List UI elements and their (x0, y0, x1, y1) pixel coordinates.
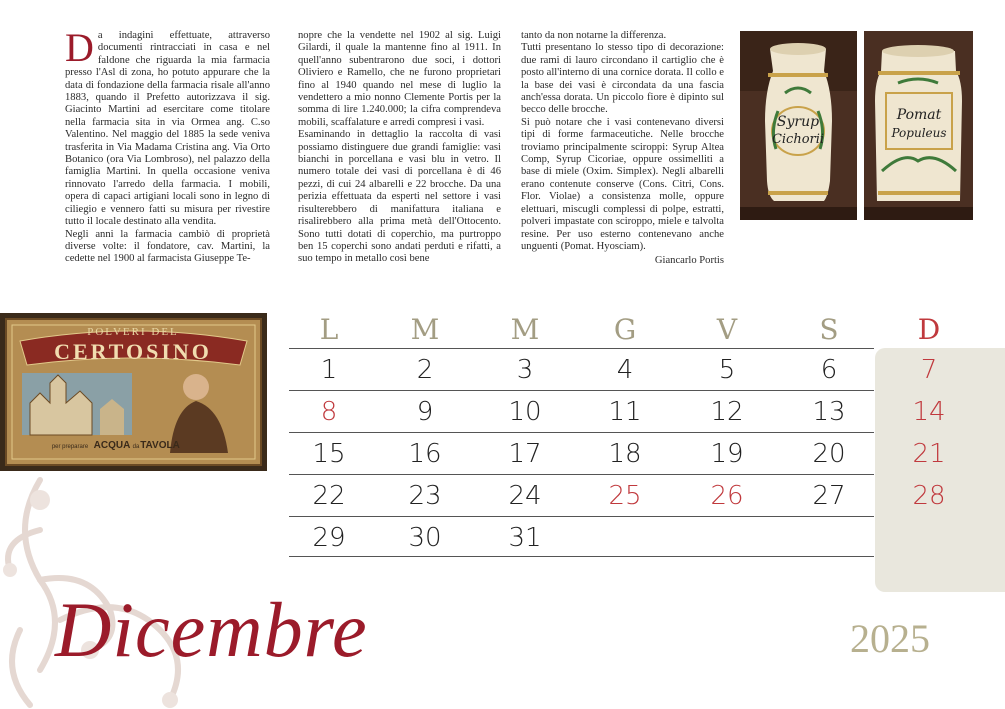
calendar-day: 24 (508, 481, 542, 511)
calendar-day: 27 (812, 481, 846, 511)
label-small-text: per preparare (51, 444, 89, 450)
weekday-label-sunday: D (917, 313, 941, 346)
weekday-label: L (319, 313, 339, 346)
calendar-day: 9 (416, 397, 434, 427)
article-column-3 (521, 30, 724, 268)
calendar-day: 10 (508, 397, 542, 427)
calendar-day: 5 (718, 355, 736, 385)
calendar-day: 22 (312, 481, 346, 511)
calendar-day: 6 (820, 355, 838, 385)
calendar-day: 17 (508, 439, 542, 469)
calendar-day: 19 (710, 439, 744, 469)
drop-cap: D (65, 25, 94, 70)
month-title: Dicembre (55, 586, 368, 673)
weekday-label: G (613, 313, 637, 346)
calendar-rule (289, 556, 874, 557)
article-column-2 (298, 30, 501, 266)
pharmacy-jar-photo-1 (740, 31, 857, 220)
calendar-day: 14 (912, 397, 946, 427)
calendar-day: 28 (912, 481, 946, 511)
year-label: 2025 (850, 616, 930, 661)
calendar-day: 7 (920, 355, 938, 385)
calendar-day: 4 (616, 355, 634, 385)
article-paragraph: tanto da non notarne la differenza. (521, 30, 667, 41)
label-small-text: da (132, 444, 140, 450)
weekday-label: M (510, 313, 540, 346)
jar-label-line: Populeus (891, 126, 947, 140)
calendar-day: 8 (320, 397, 338, 427)
jar-label-line: Syrup (776, 114, 820, 130)
calendar-day: 2 (416, 355, 434, 385)
calendar-day: 25 (608, 481, 642, 511)
article-paragraph: Tutti presentano lo stesso tipo di decorazione: due rami di lauro circondano il cartiglio che è posto all'interno di una cornice dorata. Il collo e la base dei vasi è circondata da una fascia anch'essa dorata. Un piccolo fiore è dipinto sul becco delle brocche. (521, 42, 724, 116)
vintage-certosino-label (0, 313, 267, 471)
label-small-text: ACQUA (93, 440, 131, 451)
calendar-day: 23 (408, 481, 442, 511)
author-signature: Giancarlo Portis (654, 255, 724, 267)
calendar-rule (289, 474, 874, 475)
calendar-rule (289, 390, 874, 391)
pharmacy-jar-photo-2 (864, 31, 973, 220)
calendar-day: 16 (408, 439, 442, 469)
calendar-day: 31 (508, 523, 542, 553)
weekday-label: S (819, 313, 839, 346)
calendar-day: 26 (710, 481, 744, 511)
weekday-label: V (716, 313, 738, 346)
calendar-day: 1 (320, 355, 338, 385)
article-paragraph: Negli anni la farmacia cambiò di proprietà diverse volte: il fondatore, cav. Martini, la cedette nel 1900 al farmacista Giuseppe Te- (65, 228, 270, 265)
article-paragraph: a indagini effettuate, attraverso documenti rintracciati in casa e nel faldone che riguarda la mia farmacia presso l'Asl di zona, ho potuto appurare che la data di fondazione della farmacia risale all'anno 1883, quando il Prefetto autorizzava il sig. Giacinto Martini ad esercitare come titolare nella farmacia sita in via Ormea ang. C.so Valentino. Nel maggio del 1885 la sede veniva trasferita in Via Madama Cristina ang. Via Orto Botanico (ora Via Lombroso), nel palazzo della famiglia Martini. In quella occasione veniva rinnovato l'arredo della farmacia. I mobili, opera di capaci artigiani locali sono in legno di ciliegio e vennero fatti su misura per rivestire tutto il locale destinato alla vendita. (65, 30, 270, 228)
calendar-day: 29 (312, 523, 346, 553)
jar-label-line: Cichorii (771, 132, 825, 147)
article-paragraph: Esaminando in dettaglio la raccolta di vasi possiamo distinguere due grandi famiglie: vasi bianchi in porcellana e vasi blu in vetro. Il numero totale dei vasi di porcellana è di 46 pezzi, di cui 24 albarelli e 22 brocche. Da una perizia effettuata da esperti nel settore i vasi risulterebbero di manifattura italiana e risalirebbero alla prima metà dell'Ottocento. Sono tutti dotati di coperchio, ma purtroppo ben 15 coperchi sono andati perduti e rifatti, a suo tempo in metallo così bene (298, 129, 501, 265)
calendar-rule (289, 348, 874, 349)
label-title-small: POLVERI DEL (87, 326, 179, 338)
calendar-day: 20 (812, 439, 846, 469)
weekday-header (289, 313, 949, 345)
calendar-rule (289, 432, 874, 433)
calendar-day: 15 (312, 439, 346, 469)
calendar-day: 13 (812, 397, 846, 427)
calendar-day: 18 (608, 439, 642, 469)
calendar-day: 21 (912, 439, 946, 469)
jar-label-line: Pomat (896, 107, 942, 123)
article-paragraph: nopre che la vendette nel 1902 al sig. Luigi Gilardi, il quale la mantenne fino al 1911. In quell'anno subentrarono due soci, i dottori Oliviero e Ramello, che ne furono proprietari fino al 1940 quando nel mese di luglio la vendettero a mio nonno Clemente Portis per la somma di lire 1.240.000; la cifra comprendeva mobili, scaffalature e arredi compresi i vasi. (298, 30, 501, 128)
label-title-large: CERTOSINO (54, 339, 212, 364)
calendar-day: 3 (516, 355, 534, 385)
calendar-day: 12 (710, 397, 744, 427)
calendar-day: 11 (608, 397, 642, 427)
calendar-rule (289, 516, 874, 517)
weekday-label: M (410, 313, 440, 346)
article-column-1 (65, 25, 270, 266)
calendar-day: 30 (408, 523, 442, 553)
label-small-text: TAVOLA (140, 440, 180, 451)
article-paragraph: Si può notare che i vasi contenevano diversi tipi di forme farmaceutiche. Nelle brocche troviamo principalmente sciroppi: Syrup Altea Comp, Syrup Cicoriae, oppure ossimelliti a base di miele (Oxim. Simplex). Negli albarelli erano contenute conserve (Cons. Citri, Cons. Flor. Violae) a consistenza molle, oppure elettuari, miscugli complessi di polpe, estratti, polveri impastate con sciroppo, miele e talvolta resine. Per uso esterno contenevano anche unguenti (Pomat. Hyosciam). (521, 116, 724, 252)
